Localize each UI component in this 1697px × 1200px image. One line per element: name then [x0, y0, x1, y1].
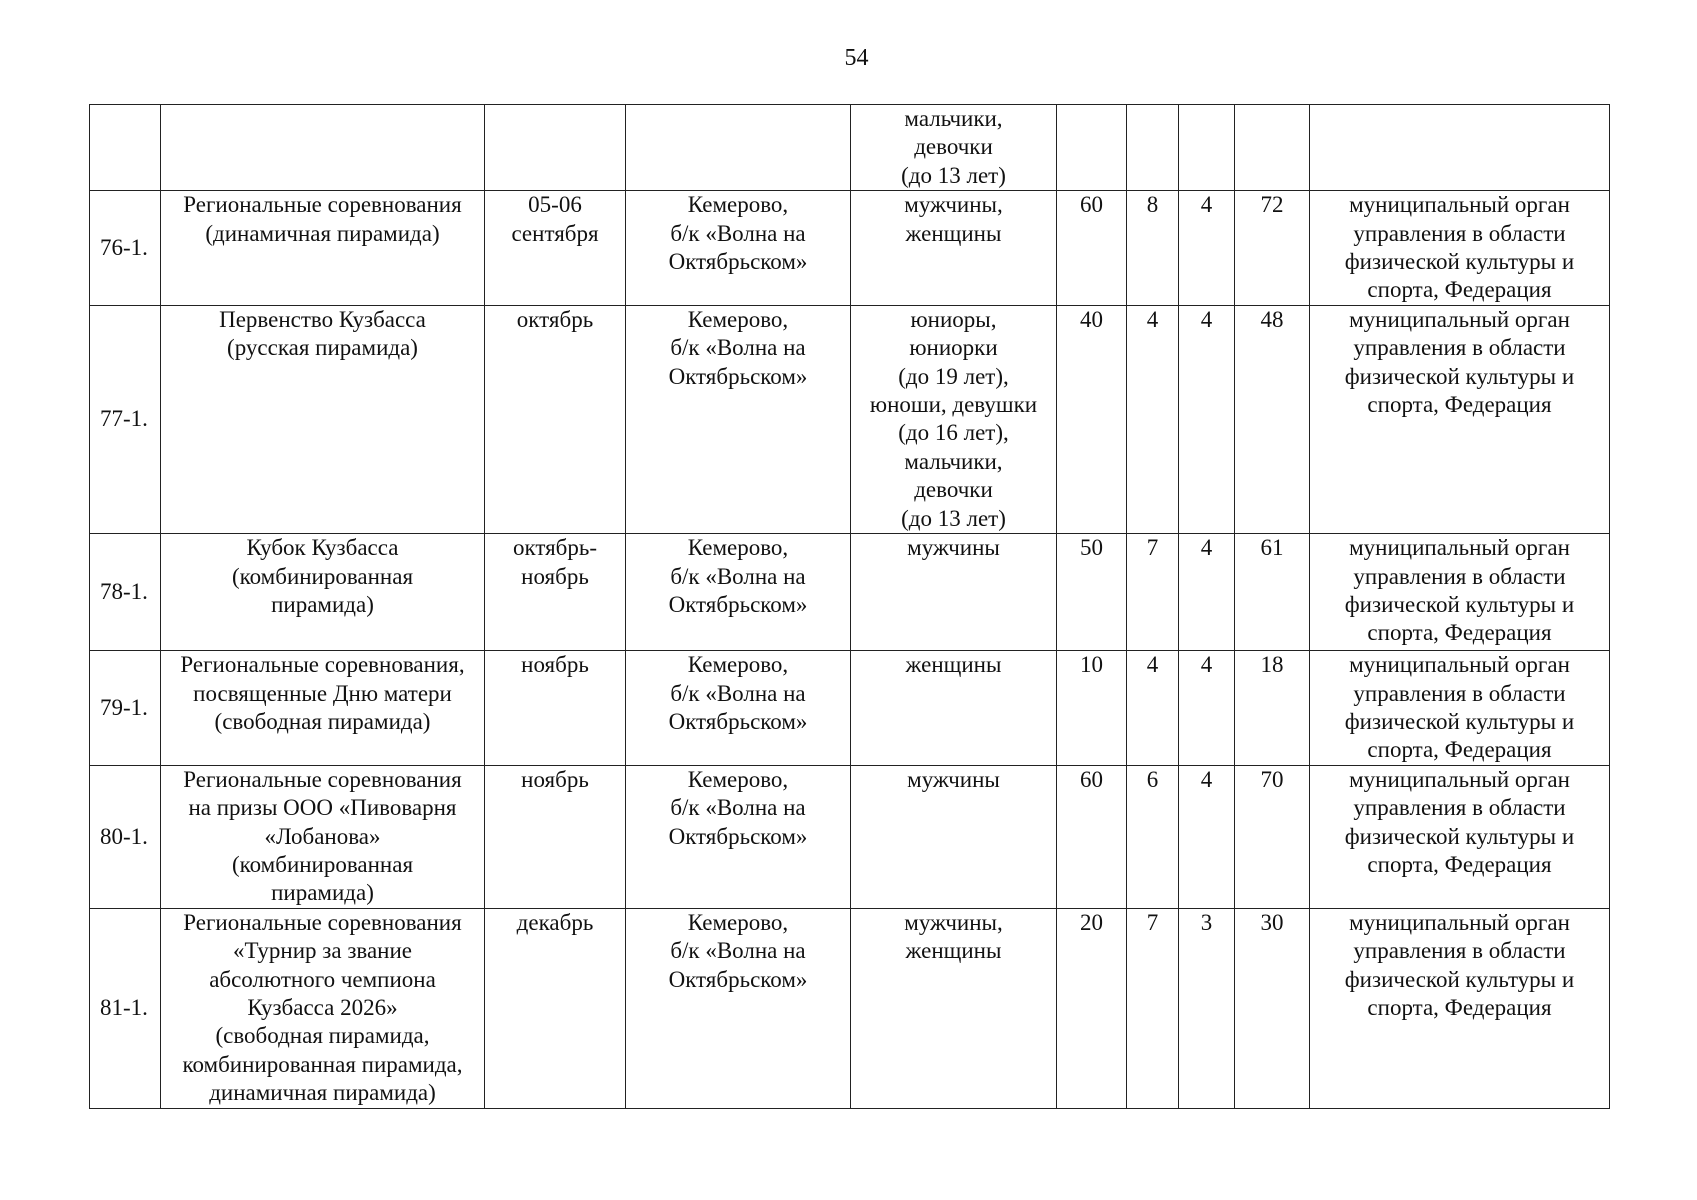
row-number: 78-1.: [90, 534, 161, 651]
event-organizer: муниципальный орган управления в области физической культуры и спорта, Федерация: [1310, 651, 1610, 766]
count-2: [1127, 105, 1179, 191]
event-place: Кемерово, б/к «Волна на Октябрьском»: [626, 765, 851, 908]
table-row: [90, 765, 1610, 908]
count-1: 60: [1057, 765, 1127, 908]
event-organizer: муниципальный орган управления в области физической культуры и спорта, Федерация: [1310, 191, 1610, 306]
event-date: октябрь: [485, 305, 626, 533]
table-row: [90, 191, 1610, 306]
row-number: [90, 105, 161, 191]
event-place: Кемерово, б/к «Волна на Октябрьском»: [626, 534, 851, 651]
table-row: [90, 105, 1610, 191]
row-number: 76-1.: [90, 191, 161, 306]
event-date: ноябрь: [485, 651, 626, 766]
event-date: [485, 105, 626, 191]
event-name: Кубок Кузбасса (комбинированная пирамида): [161, 534, 485, 651]
count-3: 4: [1179, 534, 1235, 651]
page-number: 54: [844, 45, 869, 71]
event-date: октябрь- ноябрь: [485, 534, 626, 651]
count-2: 4: [1127, 651, 1179, 766]
count-3: 4: [1179, 305, 1235, 533]
row-number: 77-1.: [90, 305, 161, 533]
count-1: [1057, 105, 1127, 191]
count-2: 8: [1127, 191, 1179, 306]
count-total: [1235, 105, 1310, 191]
count-1: 20: [1057, 908, 1127, 1108]
event-place: Кемерово, б/к «Волна на Октябрьском»: [626, 908, 851, 1108]
event-name: Региональные соревнования на призы ООО «Пивоварня «Лобанова» (комбинированная пирамида): [161, 765, 485, 908]
event-participants: мужчины: [851, 765, 1057, 908]
event-place: [626, 105, 851, 191]
count-1: 40: [1057, 305, 1127, 533]
count-2: 7: [1127, 908, 1179, 1108]
event-organizer: муниципальный орган управления в области физической культуры и спорта, Федерация: [1310, 305, 1610, 533]
count-total: 72: [1235, 191, 1310, 306]
table-row: [90, 305, 1610, 533]
event-participants: юниоры, юниорки (до 19 лет), юноши, девушки (до 16 лет), мальчики, девочки (до 13 лет): [851, 305, 1057, 533]
event-participants: женщины: [851, 651, 1057, 766]
count-2: 7: [1127, 534, 1179, 651]
count-1: 50: [1057, 534, 1127, 651]
count-3: 3: [1179, 908, 1235, 1108]
event-date: ноябрь: [485, 765, 626, 908]
table-row: [90, 651, 1610, 766]
event-place: Кемерово, б/к «Волна на Октябрьском»: [626, 305, 851, 533]
count-total: 18: [1235, 651, 1310, 766]
event-participants: мужчины, женщины: [851, 191, 1057, 306]
count-3: [1179, 105, 1235, 191]
count-3: 4: [1179, 651, 1235, 766]
count-total: 70: [1235, 765, 1310, 908]
events-table: [89, 104, 1610, 1109]
count-total: 61: [1235, 534, 1310, 651]
event-place: Кемерово, б/к «Волна на Октябрьском»: [626, 191, 851, 306]
count-1: 60: [1057, 191, 1127, 306]
event-place: Кемерово, б/к «Волна на Октябрьском»: [626, 651, 851, 766]
event-date: 05-06 сентября: [485, 191, 626, 306]
count-2: 4: [1127, 305, 1179, 533]
event-name: Региональные соревнования «Турнир за звание абсолютного чемпиона Кузбасса 2026» (свободная пирамида, комбинированная пирамида, динамичная пирамида): [161, 908, 485, 1108]
event-name: Региональные соревнования, посвященные Дню матери (свободная пирамида): [161, 651, 485, 766]
count-3: 4: [1179, 191, 1235, 306]
count-3: 4: [1179, 765, 1235, 908]
event-name: Первенство Кузбасса (русская пирамида): [161, 305, 485, 533]
event-participants: мужчины, женщины: [851, 908, 1057, 1108]
event-date: декабрь: [485, 908, 626, 1108]
event-organizer: муниципальный орган управления в области физической культуры и спорта, Федерация: [1310, 908, 1610, 1108]
event-organizer: муниципальный орган управления в области физической культуры и спорта, Федерация: [1310, 534, 1610, 651]
count-total: 48: [1235, 305, 1310, 533]
event-name: [161, 105, 485, 191]
event-participants: мужчины: [851, 534, 1057, 651]
event-organizer: муниципальный орган управления в области физической культуры и спорта, Федерация: [1310, 765, 1610, 908]
count-2: 6: [1127, 765, 1179, 908]
event-organizer: [1310, 105, 1610, 191]
table-row: [90, 908, 1610, 1108]
count-total: 30: [1235, 908, 1310, 1108]
row-number: 81-1.: [90, 908, 161, 1108]
row-number: 79-1.: [90, 651, 161, 766]
row-number: 80-1.: [90, 765, 161, 908]
count-1: 10: [1057, 651, 1127, 766]
event-name: Региональные соревнования (динамичная пирамида): [161, 191, 485, 306]
event-participants: мальчики, девочки (до 13 лет): [851, 105, 1057, 191]
table-row: [90, 534, 1610, 651]
